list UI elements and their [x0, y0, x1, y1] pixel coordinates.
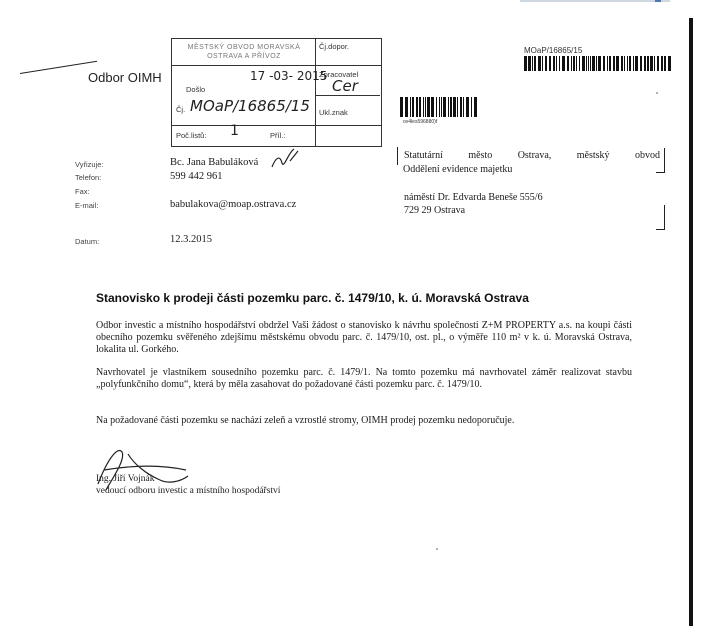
sender-department: Odbor OIMH: [88, 70, 162, 85]
paragraph-1: Odbor investic a místního hospodářství obdržel Vaši žádost o stanovisko k návrhu společnosti Z+M PROPERTY a.s. na koupi části obecního pozemku svěřeného zdejšímu městskému obvodu parc. č. 1479/10, ost. pl., o výměře 110 m² v k. ú. Moravská Ostrava, lokalita ul. Gorkého.: [96, 320, 632, 355]
vyrizuje-label: Vyřizuje:: [75, 160, 104, 169]
scan-right-edge: [689, 18, 693, 626]
recipient-line-2: Oddělení evidence majetku: [403, 164, 513, 175]
document-barcode: [400, 97, 478, 117]
stamp-ukl-znak-label: Ukl.znak: [319, 108, 348, 117]
address-bracket-left: [397, 147, 398, 165]
stamp-zpracovatel-label: Zpracovatel: [319, 70, 359, 79]
letter-title: Stanovisko k prodeji části pozemku parc. č. 1479/10, k. ú. Moravská Ostrava: [96, 291, 529, 305]
author-initials-signature: [268, 147, 308, 173]
registry-stamp: [171, 38, 382, 147]
fax-label: Fax:: [75, 187, 90, 196]
reference-number: MOaP/16865/15: [524, 46, 583, 55]
signatory-name: Ing. Jiří Vojnák: [96, 474, 155, 484]
recipient-line-1: Statutární město Ostrava, městský obvod: [404, 150, 660, 161]
telefon-value: 599 442 961: [170, 171, 223, 182]
vyrizuje-value: Bc. Jana Babuláková: [170, 157, 259, 168]
stamp-cj-label: Čj.: [176, 105, 186, 114]
stamp-dosio-label: Došlo: [186, 85, 206, 94]
sender-line: [20, 61, 97, 74]
stamp-received-date: 17 -03- 2015: [250, 69, 328, 83]
stamp-poc-listu-value: 1: [230, 123, 239, 139]
recipient-line-3: náměstí Dr. Edvarda Beneše 555/6: [404, 192, 543, 203]
email-value: babulakova@moap.ostrava.cz: [170, 199, 297, 210]
stamp-priloh-label: Příl.:: [270, 131, 286, 140]
stamp-cj-number: MOaP/16865/15: [190, 97, 310, 115]
paragraph-3: Na požadované části pozemku se nachází zeleň a vzrostlé stromy, OIMH prodej pozemku nedoporučuje.: [96, 415, 515, 426]
email-label: E-mail:: [75, 201, 99, 210]
barcode-text: ov4les596880)f: [403, 119, 438, 125]
stamp-poc-listu-label: Poč.listů:: [176, 131, 207, 140]
stamp-header: MĚSTSKÝ OBVOD MORAVSKÁ OSTRAVA A PŘÍVOZ: [187, 44, 301, 60]
address-bracket-right-top: [664, 148, 665, 172]
datum-label: Datum:: [75, 237, 100, 246]
datum-value: 12.3.2015: [170, 234, 212, 245]
top-edge-strip: [520, 0, 670, 2]
telefon-label: Telefon:: [75, 173, 102, 182]
stamp-initials: Cer: [332, 77, 358, 95]
recipient-line-4: 729 29 Ostrava: [404, 205, 466, 216]
top-edge-mark: [655, 0, 661, 2]
address-bracket-right-bottom: [664, 205, 665, 229]
paragraph-2: Navrhovatel je vlastníkem sousedního pozemku parc. č. 1479/1. Na tomto pozemku má navrhovatel záměr realizovat stavbu „polyfunkčního domu“, která by měla zasahovat do požadované části pozemku parc. č. 1479/10.: [96, 367, 632, 390]
signatory-role: vedoucí odboru investic a místního hospodářství: [96, 486, 281, 496]
reference-barcode: [524, 56, 672, 71]
stamp-cj-dopor-label: Čj.dopor.: [319, 42, 350, 51]
